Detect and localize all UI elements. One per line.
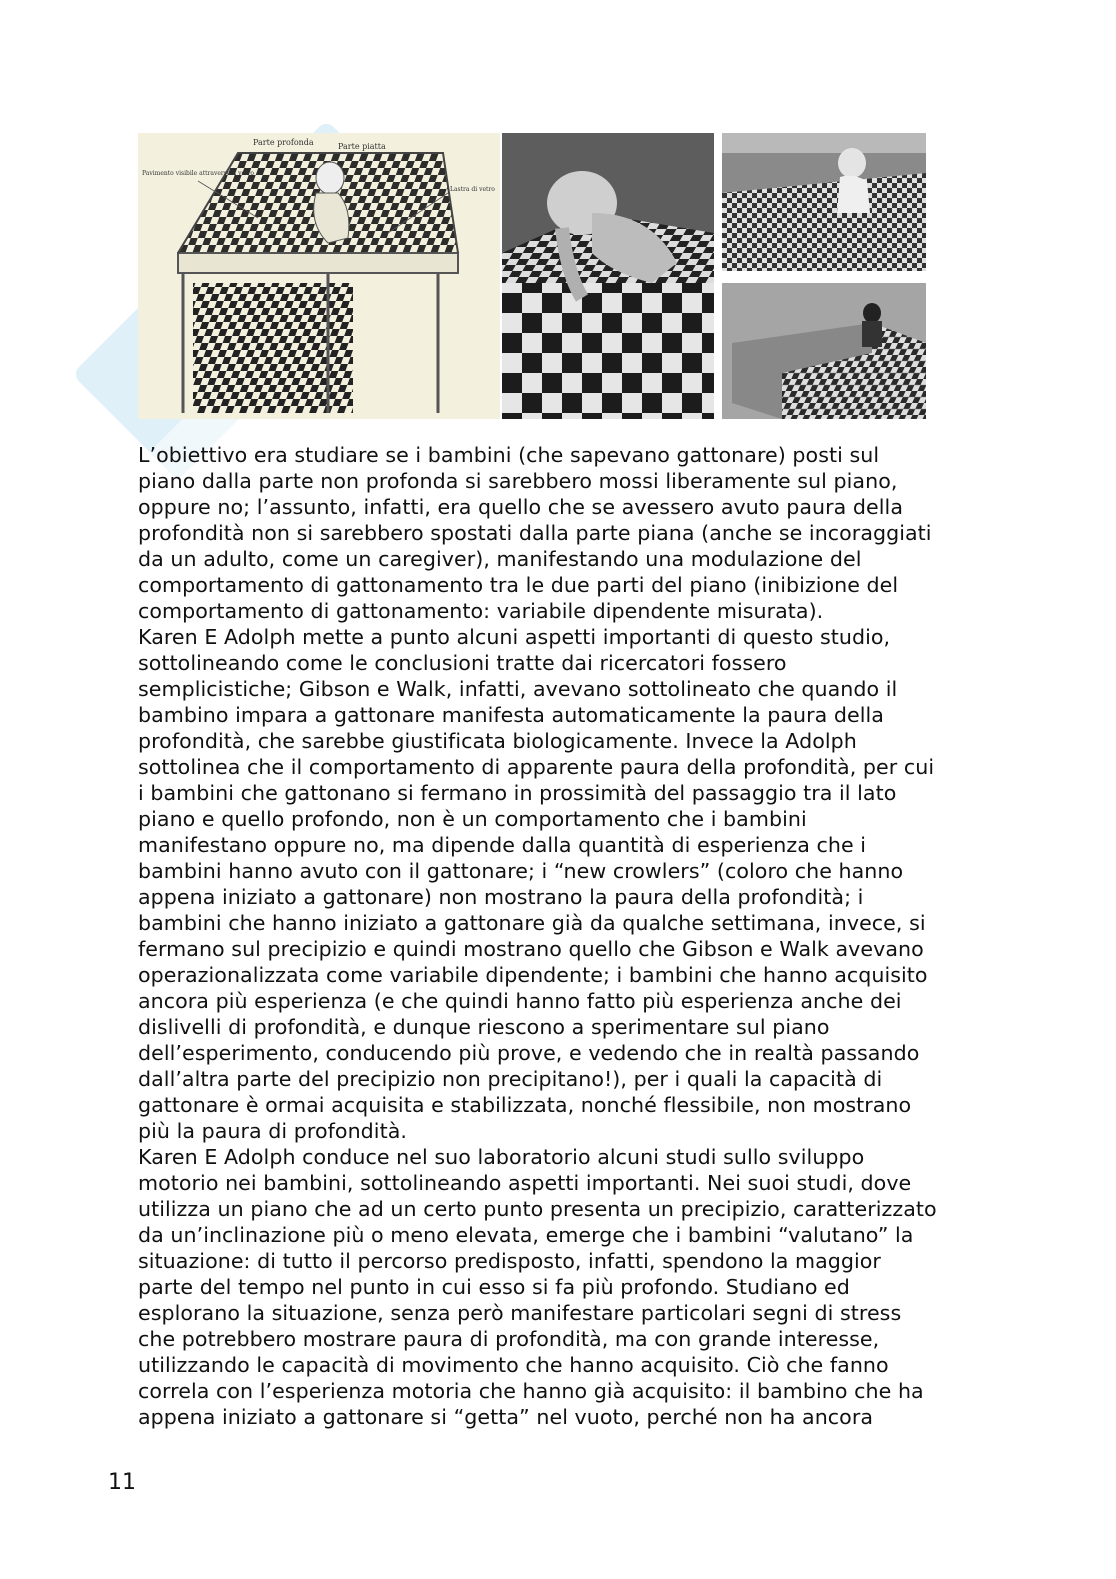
text-line: bambino impara a gattonare manifesta automaticamente la paura della	[138, 703, 884, 727]
text-line: fermano sul precipizio e quindi mostrano quello che Gibson e Walk avevano	[138, 937, 924, 961]
text-line: profondità, che sarebbe giustificata biologicamente. Invece la Adolph	[138, 729, 857, 753]
text-line: sottolinea che il comportamento di apparente paura della profondità, per cui	[138, 755, 935, 779]
text-line: sottolineando come le conclusioni tratte dai ricercatori fossero	[138, 651, 787, 675]
text-line: parte del tempo nel punto in cui esso si fa più profondo. Studiano ed	[138, 1275, 850, 1299]
visual-cliff-diagram	[138, 133, 500, 419]
text-line: i bambini che gattonano si fermano in prossimità del passaggio tra il lato	[138, 781, 897, 805]
infants-in-pit-photo	[722, 283, 926, 419]
text-line: bambini hanno avuto con il gattonare; i “new crowlers” (coloro che hanno	[138, 859, 904, 883]
infant-on-platform-photo	[722, 133, 926, 271]
text-line: appena iniziato a gattonare) non mostrano la paura della profondità; i	[138, 885, 864, 909]
text-line: operazionalizzata come variabile dipendente; i bambini che hanno acquisito	[138, 963, 928, 987]
text-line: piano e quello profondo, non è un comportamento che i bambini	[138, 807, 807, 831]
text-line: piano dalla parte non profonda si sarebbero mossi liberamente sul piano,	[138, 469, 898, 493]
text-line: più la paura di profondità.	[138, 1119, 407, 1143]
text-line: profondità non si sarebbero spostati dalla parte piana (anche se incoraggiati	[138, 521, 932, 545]
text-line: utilizzando le capacità di movimento che hanno acquisito. Ciò che fanno	[138, 1353, 889, 1377]
text-line: Karen E Adolph mette a punto alcuni aspetti importanti di questo studio,	[138, 625, 891, 649]
text-line: comportamento di gattonamento tra le due parti del piano (inibizione del	[138, 573, 899, 597]
text-line: che potrebbero mostrare paura di profondità, ma con grande interesse,	[138, 1327, 880, 1351]
text-line: appena iniziato a gattonare si “getta” nel vuoto, perché non ha ancora	[138, 1405, 874, 1429]
text-line: comportamento di gattonamento: variabile dipendente misurata).	[138, 599, 824, 623]
body-paragraphs	[138, 442, 1018, 1430]
label-glass-sheet: Lastra di vetro	[450, 186, 495, 193]
text-line: gattonare è ormai acquisita e stabilizzata, nonché flessibile, non mostrano	[138, 1093, 912, 1117]
infant-crawling-photo	[502, 133, 714, 419]
text-line: ancora più esperienza (e che quindi hanno fatto più esperienza anche dei	[138, 989, 902, 1013]
text-line: semplicistiche; Gibson e Walk, infatti, avevano sottolineato che quando il	[138, 677, 898, 701]
visual-cliff-figures	[138, 133, 926, 419]
label-shallow-side: Parte piatta	[338, 142, 386, 151]
text-line: oppure no; l’assunto, infatti, era quello che se avessero avuto paura della	[138, 495, 903, 519]
text-line: esplorano la situazione, senza però manifestare particolari segni di stress	[138, 1301, 902, 1325]
text-line: dislivelli di profondità, e dunque riescono a sperimentare sul piano	[138, 1015, 830, 1039]
text-line: L’obiettivo era studiare se i bambini (che sapevano gattonare) posti sul	[138, 443, 880, 467]
text-line: Karen E Adolph conduce nel suo laboratorio alcuni studi sullo sviluppo	[138, 1145, 865, 1169]
label-floor-visible: Pavimento visibile attraverso il vetro	[142, 170, 254, 177]
text-line: motorio nei bambini, sottolineando aspetti importanti. Nei suoi studi, dove	[138, 1171, 912, 1195]
text-line: da un adulto, come un caregiver), manifestando una modulazione del	[138, 547, 862, 571]
text-line: situazione: di tutto il percorso predisposto, infatti, spendono la maggior	[138, 1249, 881, 1273]
text-line: utilizza un piano che ad un certo punto presenta un precipizio, caratterizzato	[138, 1197, 937, 1221]
label-deep-side: Parte profonda	[253, 138, 314, 147]
text-line: bambini che hanno iniziato a gattonare già da qualche settimana, invece, si	[138, 911, 926, 935]
text-line: dall’altra parte del precipizio non precipitano!), per i quali la capacità di	[138, 1067, 883, 1091]
text-line: dell’esperimento, conducendo più prove, e vedendo che in realtà passando	[138, 1041, 920, 1065]
page-number: 11	[108, 1470, 136, 1495]
text-line: manifestano oppure no, ma dipende dalla quantità di esperienza che i	[138, 833, 867, 857]
text-line: da un’inclinazione più o meno elevata, emerge che i bambini “valutano” la	[138, 1223, 914, 1247]
text-line: correla con l’esperienza motoria che hanno già acquisito: il bambino che ha	[138, 1379, 924, 1403]
